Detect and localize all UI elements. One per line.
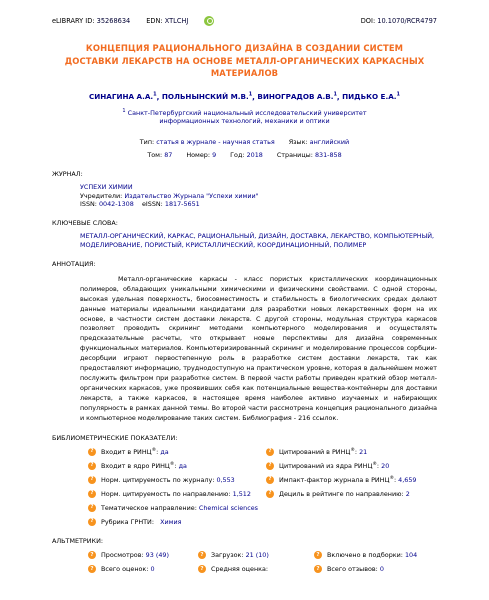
indicator-core-citations: ? Цитирований из ядра РИНЦ®: 20 xyxy=(266,461,436,471)
info-icon[interactable]: ? xyxy=(88,551,96,559)
info-icon[interactable]: ? xyxy=(314,551,322,559)
info-icon[interactable]: ? xyxy=(198,565,206,573)
journal-heading: ЖУРНАЛ: xyxy=(52,169,83,178)
year: Год: 2018 xyxy=(230,151,263,160)
annotation-text: Металл-органические каркасы - класс пористых кристаллических координационных полимеров, обладающих уникальными химическими и физическими свойствами. С одной стороны, высокая удельная поверхность, биосовместимость и стабильность в биологических средах делают данные материалы идеальными кандидатами для разработки новых лекарственных форм на их основе, в частности систем доставки лекарств. С другой стороны, модульная структура каркасов позволяет проводить скрининг методами компьютерного моделирования и осуществлять предсказательные расчеты, что открывает новые перспективы для дизайна современных функциональных материалов. Компьютеризированный скрининг и моделирование процессов сорбции-десорбции играют первостепенную роль в разработке систем доставки лекарств, так как предоставляют информацию, труднодоступную на практическом уровне, которая в дальнейшем может послужить фильтром при разработке систем. В первой части работы приведен краткий обзор металл-органических каркасов, уже проявивших себя как потенциальные вещества-контейнеры для доставки лекарств, а также каркасов, в настоящее время наиболее активно изучаемых и набирающих популярность в рамках данной темы. Во второй части рассмотрена концепция рационального дизайна и компьютерное моделирование таких систем. Библиография - 216 ссылок. xyxy=(80,274,437,422)
info-icon[interactable]: ? xyxy=(266,476,274,484)
keywords-list[interactable]: МЕТАЛЛ-ОРГАНИЧЕСКИЙ, КАРКАС, РАЦИОНАЛЬНЫЙ, ДИЗАЙН, ДОСТАВКА, ЛЕКАРСТВО, КОМПЬЮТЕРНЫЙ, МОДЕЛИРОВАНИЕ, ПОРИСТЫЙ, КРИСТАЛЛИЧЕСКИЙ, КООРДИНАЦИОННЫЙ, ПОЛИМЕР xyxy=(80,232,435,249)
journal-issn: ISSN: 0042-1308 eISSN: 1817-5651 xyxy=(80,200,200,209)
info-icon[interactable]: ? xyxy=(266,448,274,456)
article-title: КОНЦЕПЦИЯ РАЦИОНАЛЬНОГО ДИЗАЙНА В СОЗДАНИИ СИСТЕМ ДОСТАВКИ ЛЕКАРСТВ НА ОСНОВЕ МЕТАЛЛ-ОРГАНИЧЕСКИХ КАРКАСНЫХ МАТЕРИАЛОВ xyxy=(64,43,425,79)
article-language: Язык: английский xyxy=(288,137,350,146)
indicators-heading: БИБЛИОМЕТРИЧЕСКИЕ ПОКАЗАТЕЛИ: xyxy=(52,433,178,442)
author-link[interactable]: СИНАГИНА А.А.$^1$ xyxy=(89,91,157,102)
altmetrics-heading: АЛЬТМЕТРИКИ: xyxy=(52,536,104,545)
info-icon[interactable]: ? xyxy=(266,462,274,470)
indicator-decile: ? Дециль в рейтинге по направлению: 2 xyxy=(266,489,436,499)
indicator-grnti: ? Рубрика ГРНТИ: Химия xyxy=(88,517,266,527)
info-icon[interactable]: ? xyxy=(88,476,96,484)
indicator-rinc-citations: ? Цитирований в РИНЦ®: 21 xyxy=(266,447,436,457)
info-icon[interactable]: ? xyxy=(88,490,96,498)
info-icon[interactable]: ? xyxy=(88,518,96,526)
indicator-subject-area: ? Тематическое направление: Chemical sciences xyxy=(88,503,266,513)
pages: Страницы: 831-858 xyxy=(276,151,342,160)
indicator-impact-factor: ? Импакт-фактор журнала в РИНЦ®: 4,659 xyxy=(266,475,436,485)
alt-total-ratings: ? Всего оценок: 0 xyxy=(88,564,198,574)
id-bar xyxy=(52,14,437,28)
altmetrics-grid xyxy=(88,550,437,574)
journal-founder: Учредители: Издательство Журнала "Успехи химии" xyxy=(80,191,259,200)
indicators-grid xyxy=(88,447,437,527)
indicator-field-norm: ? Норм. цитируемость по направлению: 1,512 xyxy=(88,489,266,499)
author-link[interactable]: ПОЛЬНЫНСКИЙ М.В.$^1$ xyxy=(161,91,253,102)
keywords-heading: КЛЮЧЕВЫЕ СЛОВА: xyxy=(52,218,118,227)
annotation-heading: АННОТАЦИЯ: xyxy=(52,259,96,268)
authors: СИНАГИНА А.А.$^1$, ПОЛЬНЫНСКИЙ М.В.$^1$, ВИНОГРАДОВ А.В.$^1$, ПИДЬКО Е.А.$^1$ xyxy=(89,91,400,102)
indicator-rinc: ? Входит в РИНЦ®: да xyxy=(88,447,266,457)
article-type: Тип: статья в журнале - научная статья xyxy=(139,137,275,146)
volume: Том: 87 xyxy=(147,151,173,160)
publication-meta xyxy=(52,138,437,160)
affiliation[interactable]: $^1$ Санкт-Петербургский национальный исследовательский университет информационных технологий, механики и оптики xyxy=(122,107,367,126)
author-link[interactable]: ПИДЬКО Е.А.$^1$ xyxy=(342,91,400,102)
doi[interactable]: DOI: 10.1070/RCR4797 xyxy=(360,16,437,25)
elibrary-id: eLIBRARY ID: 35268634 xyxy=(52,16,131,25)
open-access-icon xyxy=(204,16,214,26)
alt-total-reviews: ? Всего отзывов: 0 xyxy=(314,564,434,574)
issue-number[interactable]: Номер: 9 xyxy=(186,151,217,160)
journal-info xyxy=(80,183,437,209)
alt-average-rating: ? Средняя оценка: xyxy=(198,564,314,574)
info-icon[interactable]: ? xyxy=(88,504,96,512)
indicator-journal-norm: ? Норм. цитируемость по журналу: 0,553 xyxy=(88,475,266,485)
info-icon[interactable]: ? xyxy=(88,448,96,456)
indicator-empty xyxy=(266,503,436,513)
author-link[interactable]: ВИНОГРАДОВ А.В.$^1$ xyxy=(257,91,337,102)
info-icon[interactable]: ? xyxy=(198,551,206,559)
edn: EDN: XTLCHJ xyxy=(146,16,189,25)
info-icon[interactable]: ? xyxy=(314,565,322,573)
indicator-rinc-core: ? Входит в ядро РИНЦ®: да xyxy=(88,461,266,471)
alt-collections: ? Включено в подборки: 104 xyxy=(314,550,434,560)
journal-name[interactable]: УСПЕХИ ХИМИИ xyxy=(80,182,133,191)
alt-views: ? Просмотров: 93 (49) xyxy=(88,550,198,560)
info-icon[interactable]: ? xyxy=(266,490,274,498)
alt-downloads: ? Загрузок: 21 (10) xyxy=(198,550,314,560)
info-icon[interactable]: ? xyxy=(88,565,96,573)
info-icon[interactable]: ? xyxy=(88,462,96,470)
